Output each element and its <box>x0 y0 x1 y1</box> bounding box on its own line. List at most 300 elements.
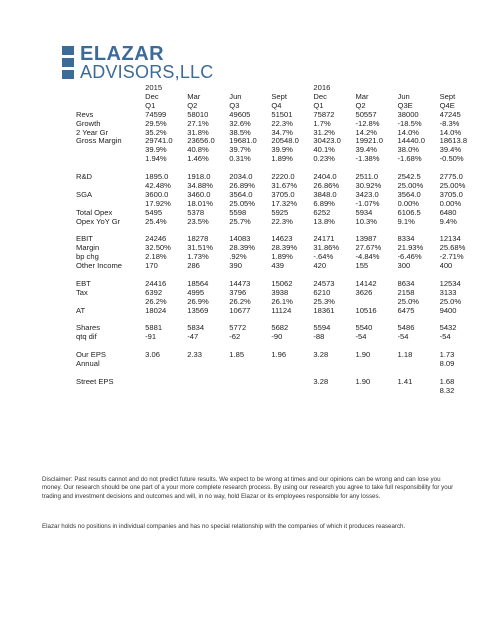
value-cell: 8334 <box>397 235 415 244</box>
value-cell: 26.2% <box>145 297 167 306</box>
value-cell: 20548.0 <box>271 137 299 146</box>
value-cell <box>398 387 440 396</box>
value-cell: 2158 <box>397 288 415 297</box>
value-cell: 26.89% <box>229 181 256 190</box>
header-cell: Jun <box>229 92 242 101</box>
table-row <box>76 111 480 120</box>
header-cell: Mar <box>187 92 201 101</box>
value-cell: -12.8% <box>355 119 380 128</box>
table-row <box>76 324 480 333</box>
value-cell: 11124 <box>271 306 292 315</box>
row-label <box>76 387 145 396</box>
value-cell: 6480 <box>439 208 457 217</box>
header-cell: Jun <box>397 92 410 101</box>
value-cell: 31.2% <box>313 128 335 137</box>
value-cell: -6.46% <box>397 253 422 262</box>
value-cell: 34.7% <box>271 128 293 137</box>
row-label: Opex YoY Gr <box>76 217 121 226</box>
table-row <box>76 235 480 244</box>
value-cell <box>229 378 271 387</box>
value-cell: 17.32% <box>271 199 298 208</box>
month-header-row <box>76 93 480 102</box>
logo-text-line1: ELAZAR <box>80 43 165 65</box>
value-cell: 23656.0 <box>187 137 215 146</box>
row-label: Growth <box>76 119 101 128</box>
value-cell: 39.4% <box>355 146 378 155</box>
row-label: Shares <box>76 324 101 333</box>
row-label: bp chg <box>76 253 99 262</box>
positions-note: Elazar holds no positions in individual companies and has no special relationship with the companies of which it produces reasearch. <box>42 523 406 530</box>
value-cell: 31.8% <box>187 128 209 137</box>
value-cell: 14440.0 <box>397 137 425 146</box>
header-cell: 2015 <box>145 84 163 92</box>
row-label: Other Income <box>76 262 123 271</box>
value-cell <box>271 378 313 387</box>
value-cell: 1.7% <box>313 119 331 128</box>
value-cell: 8634 <box>397 279 415 288</box>
value-cell: 2542.5 <box>397 173 421 182</box>
value-cell: -1.07% <box>355 199 380 208</box>
value-cell: 13.8% <box>313 217 335 226</box>
value-cell: 29.5% <box>145 119 167 128</box>
row-label: Annual <box>76 360 100 369</box>
value-cell: 300 <box>397 262 411 271</box>
header-cell: Q3E <box>397 101 413 110</box>
value-cell: 3600.0 <box>145 190 169 199</box>
header-cell: Q2 <box>355 101 366 110</box>
value-cell: 14.0% <box>397 128 420 137</box>
table-row <box>76 173 480 182</box>
row-label: Gross Margin <box>76 137 122 146</box>
spacer-cell <box>76 226 480 235</box>
logo-text-line2: ADVISORS,LLC <box>80 62 214 82</box>
header-cell: Q1 <box>145 101 156 110</box>
value-cell: 31.86% <box>313 244 340 253</box>
disclaimer-text: Disclaimer: Past results cannot and do not predict future results. We expect to be wrong at times and our opinions can be wrong and can lose you money. Our research should be one part of a your more complete research process. By using our research you agree to take full responsibility for your trading and investment decisions and outcomes and will, in no way, hold Elazar or its employees responsible for any losses. <box>42 476 454 500</box>
value-cell: 25.0% <box>439 297 462 306</box>
value-cell: 10516 <box>355 306 377 315</box>
header-cell <box>398 84 440 93</box>
value-cell: 2404.0 <box>313 173 337 182</box>
value-cell <box>271 387 313 396</box>
value-cell: 3.28 <box>313 377 329 386</box>
value-cell: 6475 <box>397 306 415 315</box>
value-cell: 1.41 <box>397 377 413 386</box>
value-cell <box>398 360 440 369</box>
value-cell: 74599 <box>145 110 167 119</box>
value-cell: 170 <box>145 262 158 271</box>
value-cell <box>355 298 397 307</box>
value-cell: -88 <box>313 333 325 342</box>
spacer-row <box>76 164 480 173</box>
header-label-cell <box>76 102 145 111</box>
value-cell: 19921.0 <box>355 137 383 146</box>
value-cell: 18278 <box>187 235 209 244</box>
spacer-row <box>76 316 480 325</box>
row-label: R&D <box>76 173 93 182</box>
value-cell <box>187 360 229 369</box>
header-cell: Sept <box>271 92 287 101</box>
table-row <box>76 244 480 253</box>
row-label <box>76 155 145 164</box>
table-row <box>76 387 480 396</box>
value-cell: 25.7% <box>229 217 251 226</box>
value-cell <box>229 387 271 396</box>
row-label: Our EPS <box>76 351 106 360</box>
spacer-row <box>76 369 480 378</box>
value-cell: 14083 <box>229 235 251 244</box>
row-label <box>76 182 145 191</box>
row-label <box>76 298 145 307</box>
value-cell: 14473 <box>229 279 251 288</box>
row-label: Street EPS <box>76 377 114 386</box>
value-cell: 38.5% <box>229 128 251 137</box>
value-cell: 2034.0 <box>229 173 253 182</box>
header-label-cell <box>76 84 145 93</box>
value-cell: 24246 <box>145 235 167 244</box>
value-cell: -47 <box>187 333 199 342</box>
value-cell: 31.67% <box>271 181 298 190</box>
header-cell: 2016 <box>313 84 331 92</box>
table-row <box>76 209 480 218</box>
value-cell: 6210 <box>313 288 331 297</box>
value-cell: 13569 <box>187 306 209 315</box>
value-cell: -91 <box>145 333 157 342</box>
value-cell: 32.50% <box>145 244 171 253</box>
row-label: SGA <box>76 190 93 199</box>
value-cell: 25.0% <box>397 297 420 306</box>
spacer-cell <box>76 271 480 280</box>
value-cell: 0.00% <box>397 199 420 208</box>
table-row <box>76 182 480 191</box>
value-cell: 3564.0 <box>397 190 421 199</box>
value-cell: 5925 <box>271 208 289 217</box>
value-cell <box>313 387 355 396</box>
value-cell: 26.1% <box>271 297 293 306</box>
value-cell: 15062 <box>271 279 293 288</box>
table-row <box>76 137 480 146</box>
value-cell: 39.4% <box>439 146 462 155</box>
value-cell <box>187 387 229 396</box>
value-cell: 30423.0 <box>313 137 341 146</box>
value-cell: 6106.5 <box>397 208 421 217</box>
table-row <box>76 129 480 138</box>
value-cell: 6392 <box>145 288 163 297</box>
spacer-cell <box>76 342 480 351</box>
spacer-row <box>76 226 480 235</box>
value-cell: 400 <box>439 262 453 271</box>
value-cell: 27.1% <box>187 119 209 128</box>
value-cell: 3938 <box>271 288 289 297</box>
value-cell: 75872 <box>313 110 335 119</box>
value-cell: 39.9% <box>145 146 167 155</box>
row-label: AT <box>76 306 86 315</box>
value-cell: 1.18 <box>397 351 413 360</box>
table-row <box>76 307 480 316</box>
value-cell: 2.18% <box>145 253 167 262</box>
value-cell: 38000 <box>397 110 419 119</box>
value-cell: -8.3% <box>439 119 460 128</box>
value-cell: 4995 <box>187 288 205 297</box>
value-cell: 10677 <box>229 306 251 315</box>
value-cell: 14142 <box>355 279 377 288</box>
value-cell: 24171 <box>313 235 335 244</box>
value-cell: 3564.0 <box>229 190 253 199</box>
row-label: Margin <box>76 244 100 253</box>
value-cell: -1.68% <box>397 155 422 164</box>
value-cell: 439 <box>271 262 285 271</box>
value-cell: 32.6% <box>229 119 251 128</box>
value-cell: -1.38% <box>355 155 380 164</box>
spacer-cell <box>76 369 480 378</box>
value-cell: 49605 <box>229 110 251 119</box>
table-row <box>76 262 480 271</box>
value-cell: 1.46% <box>187 155 209 164</box>
row-label: EBIT <box>76 235 93 244</box>
value-cell: 155 <box>355 262 369 271</box>
value-cell: 26.2% <box>229 297 251 306</box>
elazar-logo <box>62 44 222 84</box>
value-cell: 25.05% <box>229 199 256 208</box>
value-cell: 22.3% <box>271 119 293 128</box>
value-cell: 12534 <box>439 279 461 288</box>
value-cell: 5495 <box>145 208 163 217</box>
value-cell: 40.1% <box>313 146 335 155</box>
value-cell: 51501 <box>271 110 293 119</box>
value-cell: 23.5% <box>187 217 209 226</box>
table-row <box>76 200 480 209</box>
value-cell: 2.33 <box>187 351 202 360</box>
table-row <box>76 155 480 164</box>
value-cell: -4.84% <box>355 253 380 262</box>
value-cell: 24573 <box>313 279 335 288</box>
value-cell: 31.51% <box>187 244 213 253</box>
value-cell: 10.3% <box>355 217 378 226</box>
value-cell: 12134 <box>439 235 461 244</box>
value-cell: 2775.0 <box>439 173 463 182</box>
row-label <box>76 146 145 155</box>
value-cell: 0.23% <box>313 155 335 164</box>
table-row <box>76 253 480 262</box>
table-row <box>76 360 480 369</box>
header-cell <box>440 84 480 93</box>
header-label-cell <box>76 93 145 102</box>
value-cell: 26.9% <box>187 297 209 306</box>
value-cell: 25.00% <box>397 181 424 190</box>
value-cell: 420 <box>313 262 327 271</box>
header-cell: Mar <box>355 92 369 101</box>
value-cell: 19681.0 <box>229 137 257 146</box>
header-cell: Q4 <box>271 101 282 110</box>
logo-mark-icon <box>62 46 76 80</box>
value-cell: 5486 <box>397 324 415 333</box>
value-cell: 5378 <box>187 208 205 217</box>
value-cell <box>271 360 313 369</box>
quarter-header-row <box>76 102 480 111</box>
value-cell: 5432 <box>439 324 457 333</box>
value-cell: 0.00% <box>439 199 462 208</box>
value-cell: 25.00% <box>439 181 466 190</box>
value-cell: 13987 <box>355 235 377 244</box>
value-cell: 1.96 <box>271 351 287 360</box>
value-cell: 27.67% <box>355 244 382 253</box>
value-cell: 42.48% <box>145 181 171 190</box>
value-cell: 3796 <box>229 288 247 297</box>
value-cell: 5881 <box>145 324 163 333</box>
row-label: Total Opex <box>76 208 113 217</box>
value-cell: 1.73% <box>187 253 209 262</box>
value-cell: 26.86% <box>313 181 340 190</box>
header-cell: Q1 <box>313 101 324 110</box>
value-cell: 5594 <box>313 324 331 333</box>
value-cell: 2220.0 <box>271 173 295 182</box>
value-cell <box>187 378 229 387</box>
year-header-row <box>76 84 480 93</box>
value-cell: 1.85 <box>229 351 245 360</box>
header-cell: Q3 <box>229 101 240 110</box>
table-row <box>76 351 480 360</box>
value-cell: -54 <box>439 333 451 342</box>
value-cell: 3423.0 <box>355 190 379 199</box>
value-cell: 0.31% <box>229 155 251 164</box>
value-cell <box>145 387 187 396</box>
value-cell: 3848.0 <box>313 190 337 199</box>
financial-model-table <box>76 84 480 396</box>
value-cell: 286 <box>187 262 200 271</box>
spacer-row <box>76 342 480 351</box>
value-cell: -90 <box>271 333 283 342</box>
value-cell: 58010 <box>187 110 209 119</box>
value-cell: 38.0% <box>397 146 420 155</box>
value-cell: 40.8% <box>187 146 209 155</box>
table-row <box>76 191 480 200</box>
value-cell: -54 <box>397 333 409 342</box>
value-cell: 29741.0 <box>145 137 173 146</box>
header-cell: Sept <box>439 92 456 101</box>
value-cell: 9.4% <box>439 217 457 226</box>
value-cell: 6.89% <box>313 199 335 208</box>
value-cell: 5682 <box>271 324 289 333</box>
value-cell: 1.73 <box>439 351 455 360</box>
value-cell: 17.92% <box>145 199 171 208</box>
value-cell <box>229 360 271 369</box>
value-cell: 14.2% <box>355 128 378 137</box>
row-label: qtq dif <box>76 333 97 342</box>
value-cell: 14.0% <box>439 128 462 137</box>
value-cell: -54 <box>355 333 367 342</box>
value-cell: 21.93% <box>397 244 424 253</box>
value-cell: 50557 <box>355 110 377 119</box>
value-cell: 25.4% <box>145 217 167 226</box>
value-cell: 390 <box>229 262 242 271</box>
header-cell <box>229 84 271 93</box>
header-cell: Dec <box>313 92 327 101</box>
value-cell: -62 <box>229 333 241 342</box>
value-cell: -2.71% <box>439 253 464 262</box>
table-row <box>76 218 480 227</box>
spacer-cell <box>76 164 480 173</box>
value-cell: 3460.0 <box>187 190 211 199</box>
value-cell: 1.89% <box>271 253 293 262</box>
value-cell: 1918.0 <box>187 173 211 182</box>
value-cell: 1.89% <box>271 155 293 164</box>
value-cell: 25.3% <box>313 297 335 306</box>
value-cell <box>313 360 355 369</box>
value-cell: 22.3% <box>271 217 293 226</box>
value-cell: 25.68% <box>439 244 466 253</box>
value-cell: -0.50% <box>439 155 464 164</box>
value-cell: 18564 <box>187 279 209 288</box>
table-row <box>76 146 480 155</box>
value-cell <box>145 360 187 369</box>
table-row <box>76 298 480 307</box>
value-cell: 5934 <box>355 208 373 217</box>
value-cell: 39.9% <box>271 146 293 155</box>
value-cell: 5772 <box>229 324 247 333</box>
value-cell: 8.09 <box>439 360 455 369</box>
value-cell: 18.01% <box>187 199 213 208</box>
value-cell <box>355 387 397 396</box>
value-cell: 8.32 <box>439 386 455 395</box>
header-cell: Dec <box>145 92 159 101</box>
value-cell: 14623 <box>271 235 293 244</box>
value-cell: 1.90 <box>355 351 371 360</box>
value-cell: 1895.0 <box>145 173 169 182</box>
value-cell: 9400 <box>439 306 457 315</box>
row-label: 2 Year Gr <box>76 128 109 137</box>
value-cell: 5834 <box>187 324 205 333</box>
table-row <box>76 378 480 387</box>
value-cell: 35.2% <box>145 128 167 137</box>
value-cell: 28.39% <box>271 244 298 253</box>
value-cell: 5598 <box>229 208 247 217</box>
spacer-cell <box>76 316 480 325</box>
value-cell: 47245 <box>439 110 461 119</box>
value-cell: 39.7% <box>229 146 251 155</box>
value-cell: 3.28 <box>313 351 329 360</box>
value-cell: 6252 <box>313 208 331 217</box>
value-cell: 24416 <box>145 279 167 288</box>
table-row <box>76 289 480 298</box>
value-cell: 30.92% <box>355 181 382 190</box>
header-cell <box>355 84 397 93</box>
value-cell: 28.39% <box>229 244 256 253</box>
row-label: Revs <box>76 110 94 119</box>
row-label: Tax <box>76 288 88 297</box>
header-cell: Q2 <box>187 101 198 110</box>
value-cell <box>145 378 187 387</box>
value-cell: -18.5% <box>397 119 422 128</box>
row-label: EBT <box>76 279 91 288</box>
value-cell: 18613.8 <box>439 137 468 146</box>
value-cell: 3705.0 <box>439 190 463 199</box>
row-label <box>76 200 145 209</box>
table-row <box>76 280 480 289</box>
value-cell: 3626 <box>355 288 373 297</box>
value-cell: 5540 <box>355 324 373 333</box>
value-cell <box>355 360 397 369</box>
value-cell: 1.94% <box>145 155 167 164</box>
header-cell <box>271 84 313 93</box>
table-row <box>76 120 480 129</box>
value-cell: 9.1% <box>397 217 415 226</box>
value-cell: -.64% <box>313 253 334 262</box>
header-cell <box>187 84 229 93</box>
value-cell: .92% <box>229 253 247 262</box>
value-cell: 18024 <box>145 306 167 315</box>
value-cell: 3.06 <box>145 351 160 360</box>
value-cell: 1.68 <box>439 377 455 386</box>
